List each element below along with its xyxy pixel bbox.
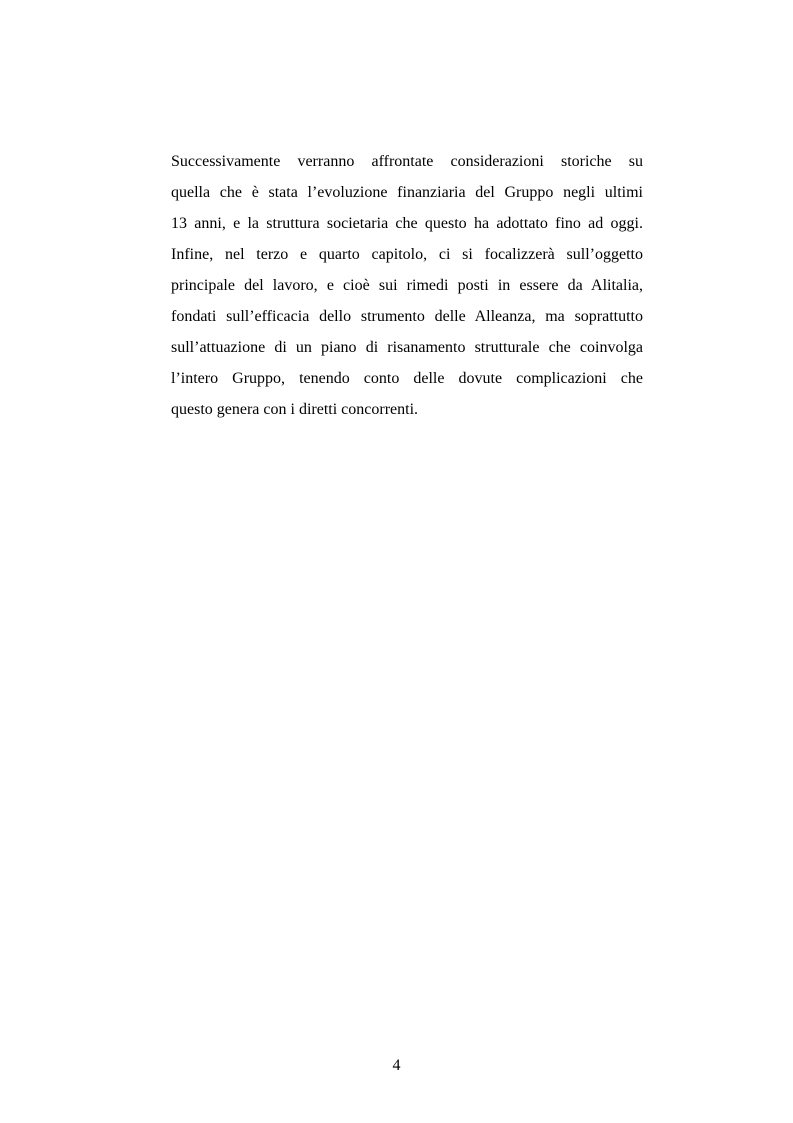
paragraph-line: sull’attuazione di un piano di risanamento strutturale che coinvolga (171, 339, 643, 356)
paragraph-line: Infine, nel terzo e quarto capitolo, ci si focalizzerà sull’oggetto (171, 246, 643, 263)
paragraph-line: principale del lavoro, e cioè sui rimedi posti in essere da Alitalia, (171, 277, 643, 294)
page-number: 4 (392, 1057, 401, 1074)
paragraph-line: questo genera con i diretti concorrenti. (171, 401, 419, 418)
body-paragraph (171, 146, 643, 425)
paragraph-line: l’intero Gruppo, tenendo conto delle dovute complicazioni che (171, 370, 643, 387)
paragraph-line: fondati sull’efficacia dello strumento delle Alleanza, ma soprattutto (171, 308, 643, 325)
paragraph-line: Successivamente verranno affrontate considerazioni storiche su (171, 153, 643, 170)
paragraph-line: quella che è stata l’evoluzione finanziaria del Gruppo negli ultimi (171, 184, 643, 201)
paragraph-line: 13 anni, e la struttura societaria che questo ha adottato fino ad oggi. (171, 215, 643, 232)
